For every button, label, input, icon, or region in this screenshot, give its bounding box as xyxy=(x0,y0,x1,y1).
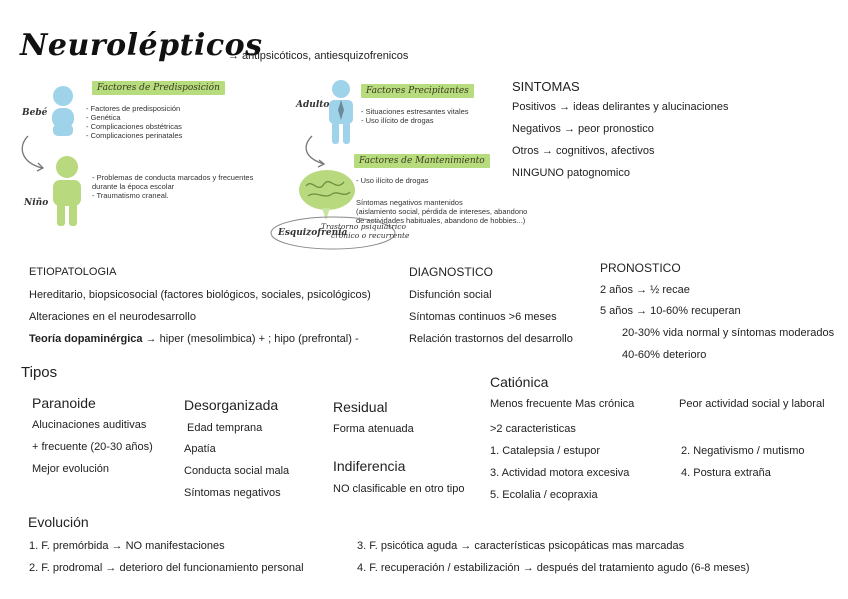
catatonica-item: 1. Catalepsia / estupor xyxy=(490,445,601,457)
etiopatologia-line: Alteraciones en el neurodesarrollo xyxy=(29,311,196,323)
desorganizada-item: Conducta social mala xyxy=(184,465,290,477)
evolucion-item: 1. F. premórbida → NO manifestaciones xyxy=(29,540,225,552)
curved-arrow-icon xyxy=(302,134,332,170)
predisposicion-item: - Factores de predisposición xyxy=(86,104,181,113)
bebe-label: Bebé xyxy=(22,108,48,118)
indiferencia-title: Indiferencia xyxy=(333,458,406,474)
catatonica-title: Catiónica xyxy=(490,374,549,390)
sintomas-heading: SINTOMAS xyxy=(512,79,580,94)
precipitantes-item: - Situaciones estresantes vitales xyxy=(361,107,469,116)
sintomas-negativos-line: (aislamiento social, pérdida de intereses, abandono xyxy=(356,207,528,216)
evolucion-item: 4. F. recuperación / estabilización → después del tratamiento agudo (6-8 meses) xyxy=(357,562,750,574)
nino-list xyxy=(92,173,253,200)
pronostico-item: 40-60% deterioro xyxy=(622,349,707,361)
etiopatologia-heading: ETIOPATOLOGIA xyxy=(29,266,117,278)
predisposicion-list xyxy=(86,104,182,140)
page-subtitle: → antipsicóticos, antiesquizofrenicos xyxy=(228,50,409,62)
sintomas-negativos-line: de actividades habituales, abandono de hobbies...) xyxy=(356,216,526,225)
catatonica-item: 5. Ecolalia / ecopraxia xyxy=(490,489,598,501)
predisposicion-badge: Factores de Predisposición xyxy=(92,81,225,95)
predisposicion-item: - Complicaciones perinatales xyxy=(86,131,183,140)
precipitantes-badge: Factores Precipitantes xyxy=(361,84,474,98)
catatonica-item: 2. Negativismo / mutismo xyxy=(681,445,805,457)
baby-figure-icon xyxy=(48,86,78,140)
paranoide-item: + frecuente (20-30 años) xyxy=(32,441,153,453)
page-title: Neurolépticos xyxy=(20,28,263,63)
mantenimiento-badge: Factores de Mantenimiento xyxy=(354,154,490,168)
catatonica-item: 3. Actividad motora excesiva xyxy=(490,467,630,479)
diagnostico-item: Relación trastornos del desarrollo xyxy=(409,333,573,345)
desorganizada-item: Apatía xyxy=(184,443,216,455)
sintomas-item: Negativos → peor pronostico xyxy=(512,123,654,135)
pronostico-item: 5 años → 10-60% recuperan xyxy=(600,305,741,317)
nino-item: - Problemas de conducta marcados y frecuentes xyxy=(92,173,254,182)
pronostico-heading: PRONOSTICO xyxy=(600,261,681,275)
mantenimiento-list xyxy=(356,176,429,185)
evolucion-item: 2. F. prodromal → deterioro del funcionamiento personal xyxy=(29,562,304,574)
esquizofrenia-label: Esquizofrenia xyxy=(278,228,348,238)
curved-arrow-icon xyxy=(18,134,50,174)
predisposicion-item: - Genética xyxy=(86,113,121,122)
tipos-heading: Tipos xyxy=(21,364,58,381)
predisposicion-item: - Complicaciones obstétricas xyxy=(86,122,182,131)
catatonica-frequency: Menos frecuente Mas crónica xyxy=(490,398,635,410)
diagnostico-item: Disfunción social xyxy=(409,289,492,301)
desorganizada-item: Edad temprana xyxy=(187,422,263,434)
etiopatologia-line: Hereditario, biopsicosocial (factores biológicos, sociales, psicológicos) xyxy=(29,289,371,301)
trastorno-line: crónico o recurrente xyxy=(331,231,410,240)
teoria-dopaminergica xyxy=(29,333,359,345)
paranoide-title: Paranoide xyxy=(32,395,96,411)
residual-item: Forma atenuada xyxy=(333,423,414,435)
sintomas-item: Otros → cognitivos, afectivos xyxy=(512,145,655,157)
indiferencia-item: NO clasificable en otro tipo xyxy=(333,483,465,495)
paranoide-item: Alucinaciones auditivas xyxy=(32,419,147,431)
desorganizada-item: Síntomas negativos xyxy=(184,487,281,499)
teoria-dopaminergica-text: → hiper (mesolimbica) + ; hipo (prefrontal) - xyxy=(142,333,359,345)
diagnostico-item: Síntomas continuos >6 meses xyxy=(409,311,557,323)
sintomas-item: Positivos → ideas delirantes y alucinaciones xyxy=(512,101,729,113)
evolucion-item: 3. F. psicótica aguda → características psicopáticas mas marcadas xyxy=(357,540,685,552)
adulto-label: Adulto xyxy=(296,100,330,110)
mantenimiento-item: - Uso ilícito de drogas xyxy=(356,176,429,185)
sintomas-negativos-line: Síntomas negativos mantenidos xyxy=(356,198,463,207)
diagnostico-heading: DIAGNOSTICO xyxy=(409,265,494,279)
catatonica-item: 4. Postura extraña xyxy=(681,467,771,479)
child-figure-icon xyxy=(50,156,84,228)
sintomas-item: NINGUNO patognomico xyxy=(512,167,630,179)
catatonica-criteria: >2 caracteristicas xyxy=(490,423,576,435)
residual-title: Residual xyxy=(333,399,388,415)
teoria-dopaminergica-bold: Teoría dopaminérgica xyxy=(29,333,143,345)
trastorno-line: Trastorno psiquiátrico xyxy=(321,222,407,231)
evolucion-heading: Evolución xyxy=(28,514,89,530)
nino-item: durante la época escolar xyxy=(92,182,175,191)
nino-item: - Traumatismo craneal. xyxy=(92,191,169,200)
pronostico-item: 20-30% vida normal y síntomas moderados xyxy=(622,327,835,339)
desorganizada-title: Desorganizada xyxy=(184,397,279,413)
paranoide-item: Mejor evolución xyxy=(32,463,110,475)
pronostico-item: 2 años → ½ recae xyxy=(600,284,690,296)
nino-label: Niño xyxy=(24,198,49,208)
trastorno-note xyxy=(321,222,409,240)
catatonica-social: Peor actividad social y laboral xyxy=(679,398,825,410)
precipitantes-list xyxy=(361,107,469,125)
precipitantes-item: - Uso ilícito de drogas xyxy=(361,116,434,125)
